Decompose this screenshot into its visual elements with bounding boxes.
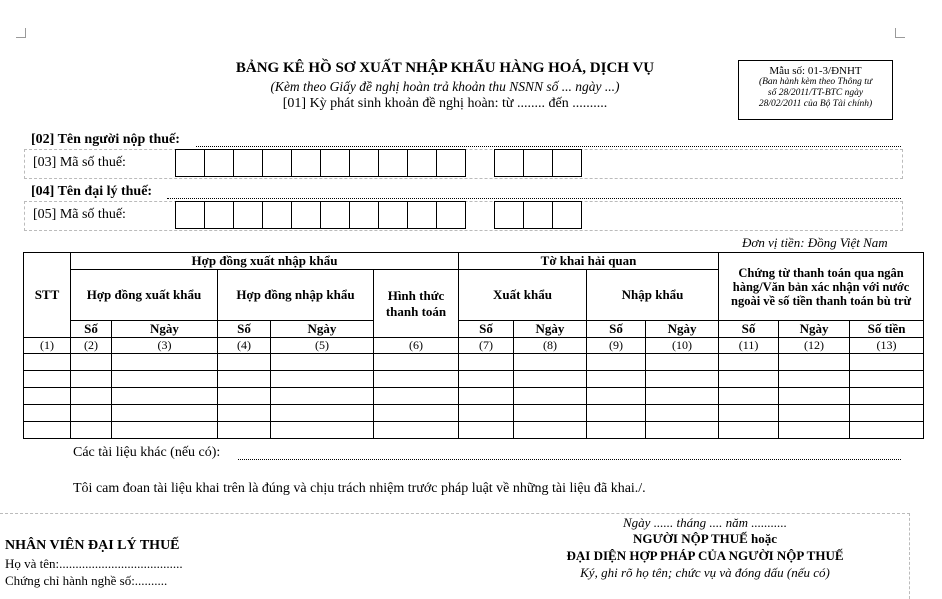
col-index: (11) — [719, 338, 779, 354]
tax-code-branch-digit[interactable] — [552, 149, 582, 177]
tax-code-digit[interactable] — [233, 149, 263, 177]
tax-code-digit[interactable] — [436, 149, 466, 177]
agent-staff-title: NHÂN VIÊN ĐẠI LÝ THUẾ — [5, 538, 180, 553]
page-title: BẢNG KÊ HỒ SƠ XUẤT NHẬP KHẨU HÀNG HOÁ, DỊCH VỤ — [235, 60, 655, 76]
other-docs-field[interactable] — [238, 459, 901, 460]
header-ngay: Ngày — [646, 321, 719, 338]
col-index: (7) — [459, 338, 514, 354]
tax-code-digit[interactable] — [320, 149, 350, 177]
agent-name-field[interactable] — [167, 198, 901, 199]
table-row — [24, 388, 924, 405]
header-payment-form: Hình thức thanh toán — [374, 270, 459, 338]
signature-date: Ngày ...... tháng .... năm ........... — [623, 515, 787, 530]
tax-code-digit[interactable] — [291, 149, 321, 177]
header-so: Số — [71, 321, 112, 338]
period-line: [01] Kỳ phát sinh khoản đề nghị hoàn: từ ........ đến .......... — [282, 96, 608, 111]
table-row — [24, 371, 924, 388]
col-index: (13) — [850, 338, 924, 354]
taxpayer-name-field[interactable] — [196, 146, 901, 147]
tax-code-digit[interactable] — [204, 149, 234, 177]
agent-tax-code-digit[interactable] — [291, 201, 321, 229]
taxpayer-name-label: [02] Tên người nộp thuế: — [31, 132, 180, 147]
footer-divider — [0, 513, 910, 514]
col-index: (12) — [779, 338, 850, 354]
agent-tax-code-digit[interactable] — [407, 201, 437, 229]
header-contract-group: Hợp đồng xuất nhập khẩu — [71, 253, 459, 270]
col-index: (6) — [374, 338, 459, 354]
header-so: Số — [719, 321, 779, 338]
tax-code-branch-digit[interactable] — [494, 149, 524, 177]
header-export-contract: Hợp đồng xuất khẩu — [71, 270, 218, 321]
header-ngay: Ngày — [112, 321, 218, 338]
commitment-text: Tôi cam đoan tài liệu khai trên là đúng và chịu trách nhiệm trước pháp luật về những tài liệu đã khai./. — [73, 481, 646, 496]
agent-tax-code-digit[interactable] — [204, 201, 234, 229]
signature-note: Ký, ghi rõ họ tên; chức vụ và đóng dấu (nếu có) — [580, 565, 830, 580]
header-payment-group: Chứng từ thanh toán qua ngân hàng/Văn bản xác nhận với nước ngoài về số tiền thanh toán bù trừ — [719, 253, 924, 321]
agent-name-label: [04] Tên đại lý thuế: — [31, 184, 153, 199]
col-index: (5) — [271, 338, 374, 354]
header-customs-group: Tờ khai hải quan — [459, 253, 719, 270]
currency-unit: Đơn vị tiền: Đồng Việt Nam — [742, 235, 888, 250]
agent-tax-code-digit[interactable] — [262, 201, 292, 229]
tax-code-digit[interactable] — [378, 149, 408, 177]
header-export: Xuất khẩu — [459, 270, 587, 321]
header-ngay: Ngày — [271, 321, 374, 338]
agent-tax-code-branch-digit[interactable] — [523, 201, 553, 229]
table-row — [24, 405, 924, 422]
tax-code-branch-digit[interactable] — [523, 149, 553, 177]
table-row — [24, 422, 924, 439]
form-note-1: (Ban hành kèm theo Thông tư — [758, 77, 873, 87]
agent-staff-name: Họ và tên:...................................... — [5, 556, 183, 571]
table-row — [24, 354, 924, 371]
agent-tax-code-label: [05] Mã số thuế: — [33, 207, 126, 222]
other-docs-label: Các tài liệu khác (nếu có): — [73, 445, 221, 460]
form-note-2: số 28/2011/TT-BTC ngày — [767, 88, 864, 98]
form-note-3: 28/02/2011 của Bộ Tài chính) — [758, 99, 873, 109]
header-ngay: Ngày — [514, 321, 587, 338]
header-so: Số — [459, 321, 514, 338]
col-index: (9) — [587, 338, 646, 354]
records-table — [23, 252, 924, 439]
header-so: Số — [218, 321, 271, 338]
agent-tax-code-digit[interactable] — [233, 201, 263, 229]
col-index: (8) — [514, 338, 587, 354]
signature-line1: NGƯỜI NỘP THUẾ hoặc — [632, 531, 778, 546]
page-corner-mark — [895, 28, 905, 38]
agent-tax-code-branch-digit[interactable] — [494, 201, 524, 229]
tax-code-digit[interactable] — [407, 149, 437, 177]
tax-code-digit[interactable] — [175, 149, 205, 177]
header-import-contract: Hợp đồng nhập khẩu — [218, 270, 374, 321]
taxpayer-tax-code-label: [03] Mã số thuế: — [33, 155, 126, 170]
col-index: (10) — [646, 338, 719, 354]
agent-tax-code-digit[interactable] — [320, 201, 350, 229]
page-corner-mark — [16, 28, 26, 38]
agent-staff-certificate: Chứng chỉ hành nghề số:.......... — [5, 573, 168, 588]
agent-tax-code-digit[interactable] — [436, 201, 466, 229]
signature-line2: ĐẠI DIỆN HỢP PHÁP CỦA NGƯỜI NỘP THUẾ — [566, 548, 844, 563]
tax-code-digit[interactable] — [349, 149, 379, 177]
col-index: (3) — [112, 338, 218, 354]
header-stt: STT — [24, 253, 71, 338]
col-index: (2) — [71, 338, 112, 354]
form-code-box — [738, 60, 893, 120]
agent-tax-code-digit[interactable] — [175, 201, 205, 229]
form-code: Mẫu số: 01-3/ĐNHT — [769, 65, 862, 77]
tax-code-digit[interactable] — [262, 149, 292, 177]
page-subtitle: (Kèm theo Giấy đề nghị hoàn trả khoản thu NSNN số ... ngày ...) — [270, 79, 620, 94]
agent-tax-code-digit[interactable] — [349, 201, 379, 229]
agent-tax-code-branch-digit[interactable] — [552, 201, 582, 229]
header-ngay: Ngày — [779, 321, 850, 338]
header-so: Số — [587, 321, 646, 338]
col-index: (4) — [218, 338, 271, 354]
header-import: Nhập khẩu — [587, 270, 719, 321]
col-index: (1) — [24, 338, 71, 354]
index-row — [24, 338, 924, 354]
header-so-tien: Số tiền — [850, 321, 924, 338]
agent-tax-code-digit[interactable] — [378, 201, 408, 229]
